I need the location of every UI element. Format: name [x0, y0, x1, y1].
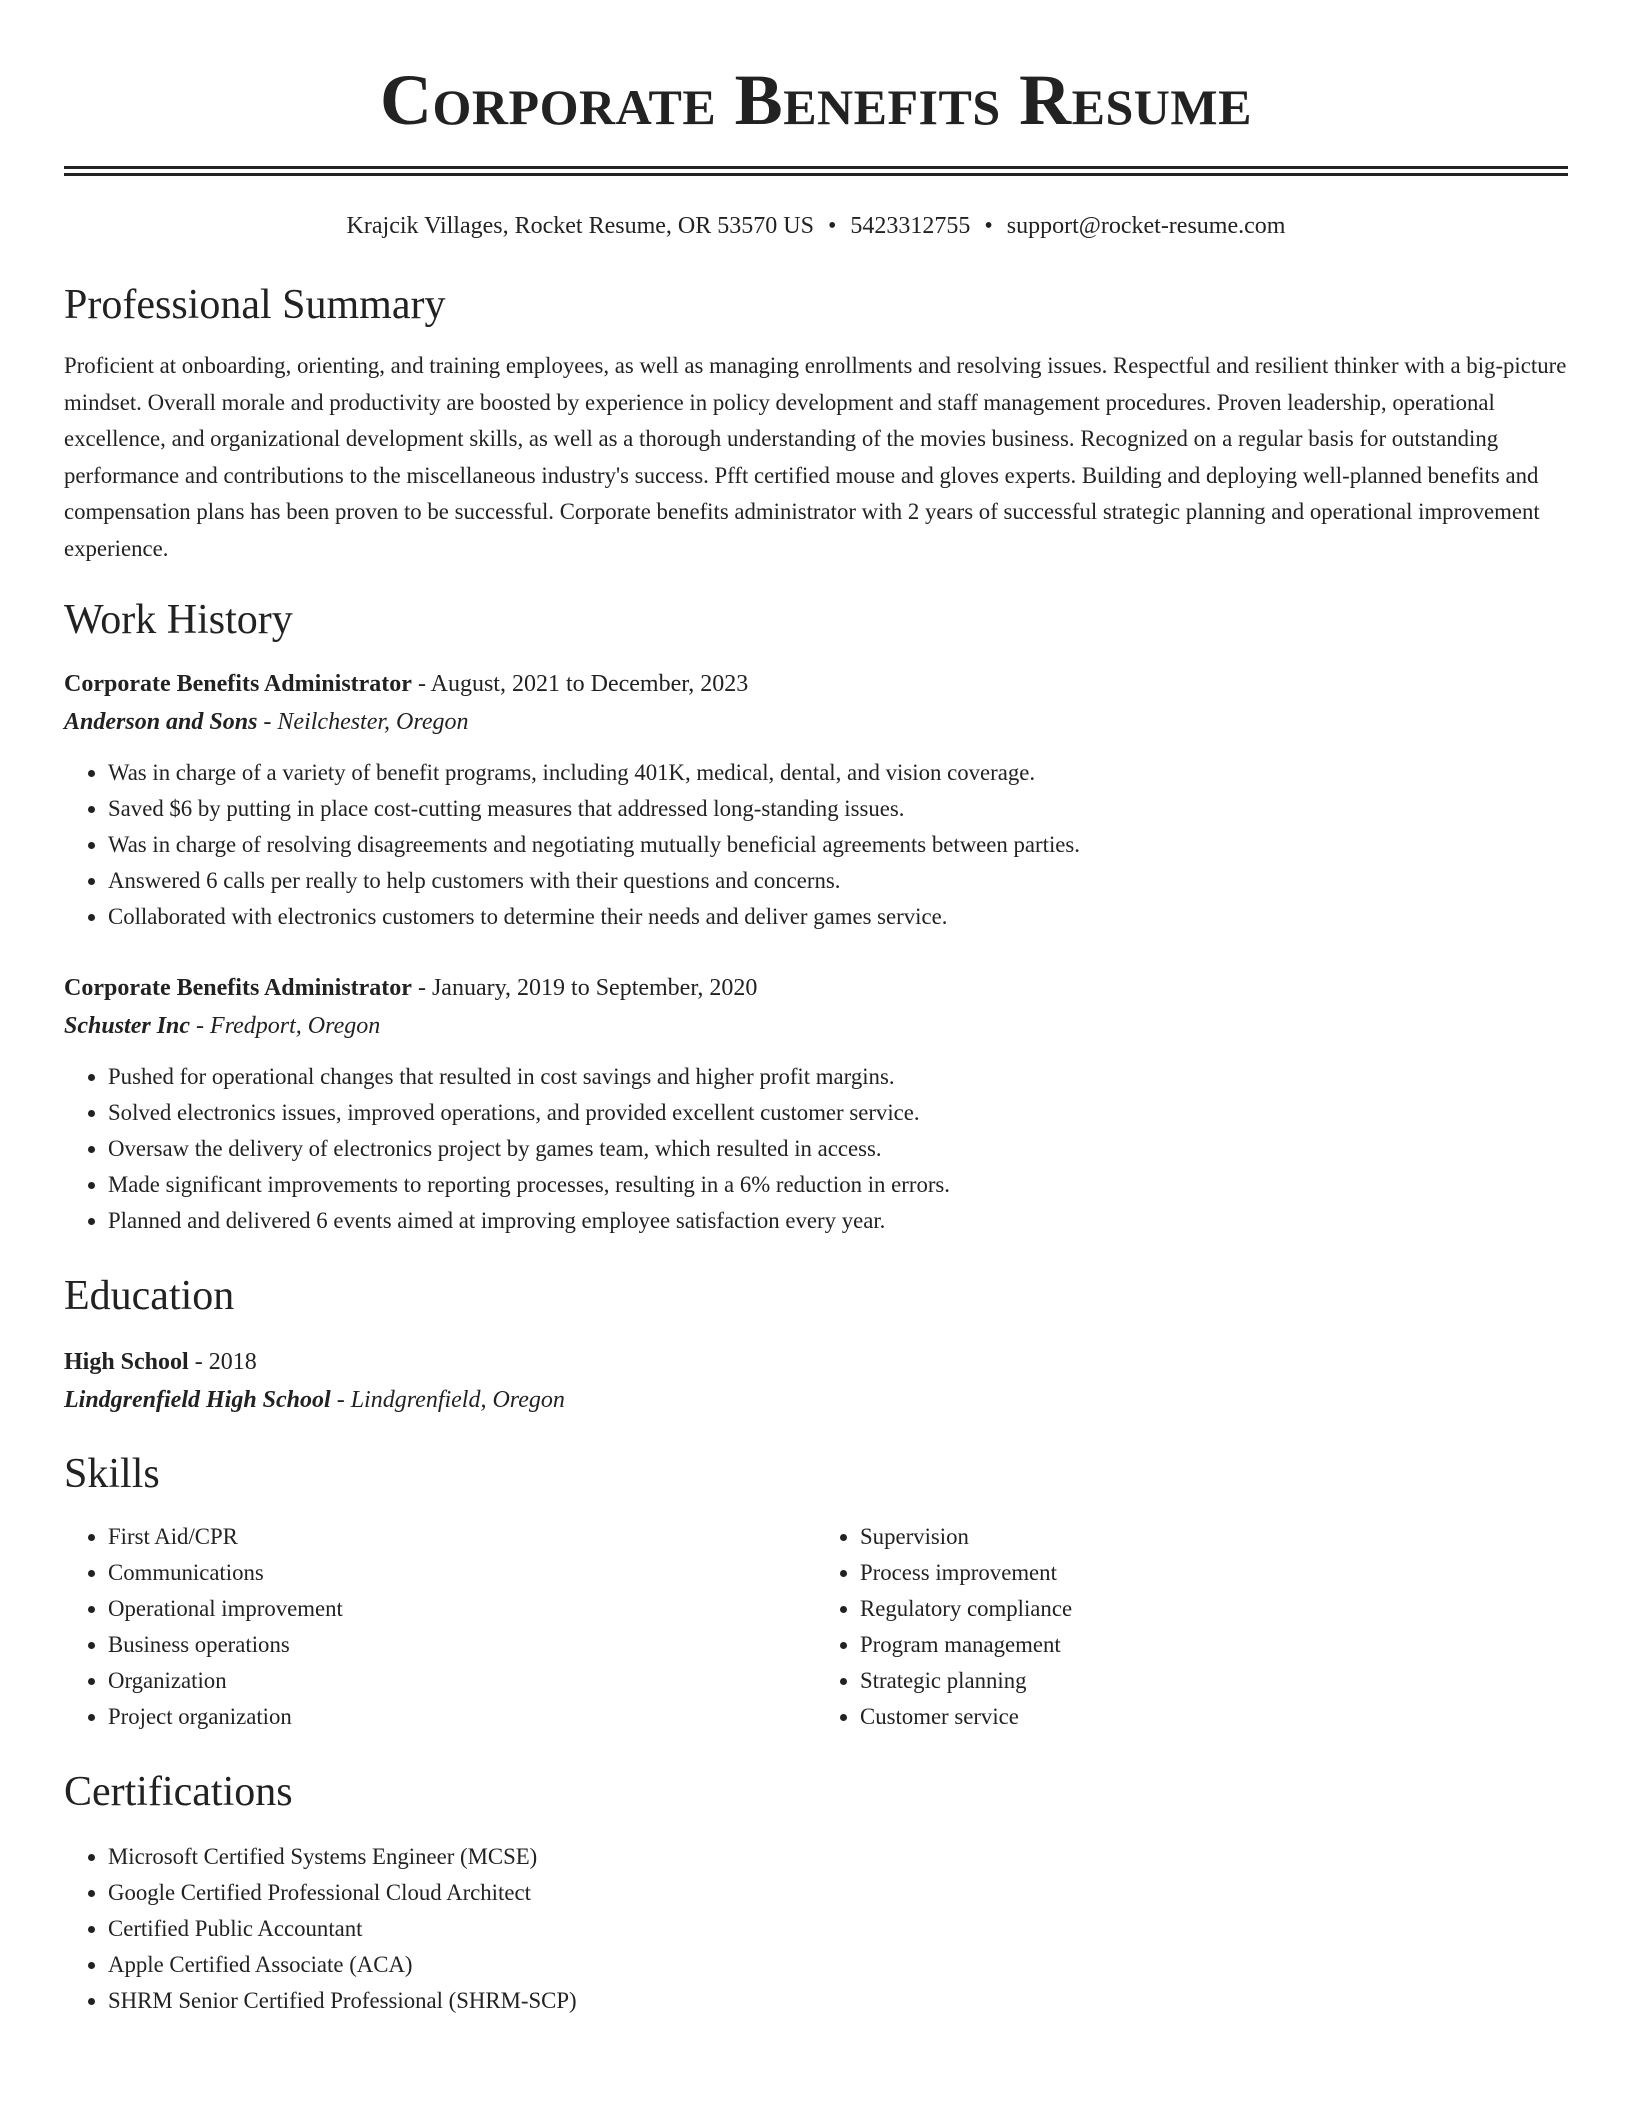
school-line: [64, 1381, 1568, 1419]
skill-item: • Regulatory compliance: [860, 1591, 1568, 1627]
title-double-rule: [64, 166, 1568, 176]
job-bullet: • Was in charge of resolving disagreements and negotiating mutually beneficial agreements between parties.: [108, 827, 1568, 863]
job-title-line: [64, 665, 1568, 703]
job-entry: [64, 969, 1568, 1239]
skill-item: • Project organization: [108, 1699, 816, 1735]
employer-line: [64, 1007, 1568, 1045]
job-title: Corporate Benefits Administrator: [64, 975, 412, 1001]
employer-name: Schuster Inc: [64, 1013, 191, 1039]
education-year: - 2018: [188, 1349, 257, 1375]
job-bullet: • Made significant improvements to reporting processes, resulting in a 6% reduction in errors.: [108, 1167, 1568, 1203]
skill-item: • Strategic planning: [860, 1663, 1568, 1699]
contact-separator: •: [827, 213, 837, 239]
skill-item: • Business operations: [108, 1627, 816, 1663]
skill-item: • Program management: [860, 1627, 1568, 1663]
job-bullet: • Saved $6 by putting in place cost-cutting measures that addressed long-standing issues.: [108, 791, 1568, 827]
job-entry: [64, 665, 1568, 935]
certification-item: • Certified Public Accountant: [108, 1911, 1568, 1947]
summary-text: Proficient at onboarding, orienting, and training employees, as well as managing enrollments and resolving issues. Respectful and resilient thinker with a big-picture mindset. Overall morale and productivity are boosted by experience in policy development and staff management procedures. Proven leadership, operational excellence, and organizational development skills, as well as a thorough understanding of the movies business. Recognized on a regular basis for outstanding performance and contributions to the miscellaneous industry's success. Pfft certified mouse and gloves experts. Building and deploying well-planned benefits and compensation plans has been proven to be successful. Corporate benefits administrator with 2 years of successful strategic planning and operational improvement experience.: [64, 353, 1567, 561]
job-bullet: • Planned and delivered 6 events aimed at improving employee satisfaction every year.: [108, 1203, 1568, 1239]
degree: High School: [64, 1349, 189, 1375]
resume-title: Corporate Benefits Resume: [380, 60, 1252, 140]
skill-item: • Process improvement: [860, 1555, 1568, 1591]
contact-address: Krajcik Villages, Rocket Resume, OR 53570 US: [346, 213, 814, 239]
certification-item: • Apple Certified Associate (ACA): [108, 1947, 1568, 1983]
education-entry: [64, 1343, 1568, 1419]
certification-item: • SHRM Senior Certified Professional (SHRM-SCP): [108, 1983, 1568, 2019]
job-title-line: [64, 969, 1568, 1007]
skill-item: • First Aid/CPR: [108, 1519, 816, 1555]
skill-item: • Communications: [108, 1555, 816, 1591]
certification-item: • Google Certified Professional Cloud Architect: [108, 1875, 1568, 1911]
job-bullet: • Collaborated with electronics customers to determine their needs and deliver games service.: [108, 899, 1568, 935]
school-location: - Lindgrenfield, Oregon: [330, 1387, 565, 1413]
certifications-list: [64, 1839, 1568, 2019]
job-bullet: • Answered 6 calls per really to help customers with their questions and concerns.: [108, 863, 1568, 899]
work-history-heading: Work History: [64, 597, 293, 643]
job-bullet: • Pushed for operational changes that resulted in cost savings and higher profit margins.: [108, 1059, 1568, 1095]
skill-item: • Operational improvement: [108, 1591, 816, 1627]
skill-item: • Supervision: [860, 1519, 1568, 1555]
contact-line: [64, 210, 1568, 242]
skills-columns: [64, 1519, 1568, 1735]
school-name: Lindgrenfield High School: [64, 1387, 331, 1413]
job-bullet: • Was in charge of a variety of benefit programs, including 401K, medical, dental, and vision coverage.: [108, 755, 1568, 791]
job-bullets: [64, 755, 1568, 935]
certification-item: • Microsoft Certified Systems Engineer (MCSE): [108, 1839, 1568, 1875]
job-dates: - January, 2019 to September, 2020: [411, 975, 758, 1001]
contact-phone: 5423312755: [850, 213, 971, 239]
degree-line: [64, 1343, 1568, 1381]
skills-list-right: [816, 1519, 1568, 1735]
job-bullets: [64, 1059, 1568, 1239]
job-title: Corporate Benefits Administrator: [64, 671, 412, 697]
employer-location: - Fredport, Oregon: [190, 1013, 381, 1039]
contact-email: support@rocket-resume.com: [1006, 213, 1286, 239]
skill-item: • Organization: [108, 1663, 816, 1699]
skills-heading: Skills: [64, 1451, 160, 1497]
job-bullet: • Oversaw the delivery of electronics project by games team, which resulted in access.: [108, 1131, 1568, 1167]
job-bullet: • Solved electronics issues, improved operations, and provided excellent customer service.: [108, 1095, 1568, 1131]
job-dates: - August, 2021 to December, 2023: [411, 671, 749, 697]
education-heading: Education: [64, 1273, 235, 1319]
summary-heading: Professional Summary: [64, 282, 446, 328]
certifications-heading: Certifications: [64, 1769, 293, 1815]
skills-list-left: [64, 1519, 816, 1735]
contact-separator: •: [984, 213, 993, 239]
employer-name: Anderson and Sons: [64, 709, 258, 735]
skill-item: • Customer service: [860, 1699, 1568, 1735]
employer-location: - Neilchester, Oregon: [257, 709, 469, 735]
employer-line: [64, 703, 1568, 741]
